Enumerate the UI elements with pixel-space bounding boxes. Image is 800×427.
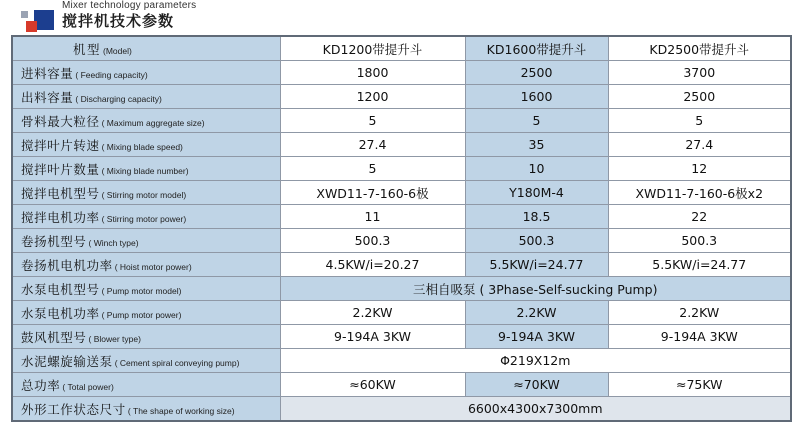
row-label bbox=[12, 301, 280, 325]
row-label-cn: 卷扬机电机功率 bbox=[21, 257, 113, 273]
value-cell-kd1600: 10 bbox=[465, 157, 608, 181]
column-header-kd1200: KD1200带提升斗 bbox=[280, 36, 465, 61]
value-cell-kd2500: 2500 bbox=[608, 85, 791, 109]
value-cell-kd2500: ≈75KW bbox=[608, 373, 791, 397]
value-cell-kd1200: 1200 bbox=[280, 85, 465, 109]
row-label bbox=[12, 349, 280, 373]
value-cell-kd1200: ≈60KW bbox=[280, 373, 465, 397]
value-cell-kd2500: 500.3 bbox=[608, 229, 791, 253]
row-label-cn: 搅拌叶片转速 bbox=[21, 137, 100, 153]
column-header-kd2500: KD2500带提升斗 bbox=[608, 36, 791, 61]
decor-square-blue bbox=[34, 10, 54, 30]
value-cell-kd1600: 2.2KW bbox=[465, 301, 608, 325]
column-header-kd1600: KD1600带提升斗 bbox=[465, 36, 608, 61]
row-label-en: ( Blower type) bbox=[88, 333, 141, 344]
merged-value-cell: 三相自吸泵 ( 3Phase-Self-sucking Pump) bbox=[280, 277, 791, 301]
row-label-cn: 出料容量 bbox=[21, 89, 74, 105]
table-row bbox=[12, 325, 791, 349]
row-label bbox=[12, 157, 280, 181]
page-header bbox=[0, 0, 800, 34]
value-cell-kd1600: 2500 bbox=[465, 61, 608, 85]
table-row bbox=[12, 157, 791, 181]
row-label-en: ( Stirring motor model) bbox=[101, 189, 187, 200]
row-label bbox=[12, 253, 280, 277]
value-cell-kd1600: 500.3 bbox=[465, 229, 608, 253]
value-cell-kd2500: 3700 bbox=[608, 61, 791, 85]
value-cell-kd2500: 9-194A 3KW bbox=[608, 325, 791, 349]
table-row bbox=[12, 205, 791, 229]
row-label-en: ( Total power) bbox=[62, 381, 114, 392]
row-label-en: ( Mixing blade number) bbox=[101, 165, 189, 176]
row-label-en: ( Discharging capacity) bbox=[75, 93, 162, 104]
row-label-cn: 骨料最大粒径 bbox=[21, 113, 100, 129]
value-cell-kd1200: 9-194A 3KW bbox=[280, 325, 465, 349]
row-label-cn: 总功率 bbox=[21, 377, 61, 393]
table-row bbox=[12, 85, 791, 109]
value-cell-kd2500: 27.4 bbox=[608, 133, 791, 157]
row-label-cn: 进料容量 bbox=[21, 65, 74, 81]
value-cell-kd1200: 11 bbox=[280, 205, 465, 229]
spec-table bbox=[11, 35, 792, 422]
row-label-cn: 外形工作状态尺寸 bbox=[21, 401, 126, 417]
merged-value-cell: Φ219X12m bbox=[280, 349, 791, 373]
table-row bbox=[12, 229, 791, 253]
row-label-en: ( Mixing blade speed) bbox=[101, 141, 183, 152]
row-label-cn: 搅拌叶片数量 bbox=[21, 161, 100, 177]
value-cell-kd2500: XWD11-7-160-6极x2 bbox=[608, 181, 791, 205]
value-cell-kd1600: Y180M-4 bbox=[465, 181, 608, 205]
table-row bbox=[12, 253, 791, 277]
value-cell-kd2500: 5.5KW/i=24.77 bbox=[608, 253, 791, 277]
row-label-cn: 卷扬机型号 bbox=[21, 233, 87, 249]
row-label bbox=[12, 181, 280, 205]
value-cell-kd1600: 5 bbox=[465, 109, 608, 133]
table-row bbox=[12, 61, 791, 85]
value-cell-kd1200: 500.3 bbox=[280, 229, 465, 253]
value-cell-kd1200: 1800 bbox=[280, 61, 465, 85]
value-cell-kd2500: 2.2KW bbox=[608, 301, 791, 325]
value-cell-kd1200: 2.2KW bbox=[280, 301, 465, 325]
table-row bbox=[12, 373, 791, 397]
table-row bbox=[12, 109, 791, 133]
row-label bbox=[12, 325, 280, 349]
row-label-en: ( Feeding capacity) bbox=[75, 69, 148, 80]
header-label-en: (Model) bbox=[103, 45, 132, 56]
row-label-en: ( Cement spiral conveying pump) bbox=[114, 357, 240, 368]
value-cell-kd2500: 22 bbox=[608, 205, 791, 229]
value-cell-kd1600: 5.5KW/i=24.77 bbox=[465, 253, 608, 277]
row-label-cn: 水泵电机型号 bbox=[21, 281, 100, 297]
row-label-cn: 水泥螺旋输送泵 bbox=[21, 353, 113, 369]
value-cell-kd1600: 1600 bbox=[465, 85, 608, 109]
value-cell-kd2500: 12 bbox=[608, 157, 791, 181]
row-label-cn: 搅拌电机功率 bbox=[21, 209, 100, 225]
title-chinese: 搅拌机技术参数 bbox=[62, 12, 175, 30]
row-label-cn: 鼓风机型号 bbox=[21, 329, 87, 345]
header-label-cn: 机型 bbox=[73, 41, 102, 57]
value-cell-kd1200: XWD11-7-160-6极 bbox=[280, 181, 465, 205]
row-label bbox=[12, 277, 280, 301]
table-row bbox=[12, 349, 791, 373]
decor-square-gray bbox=[21, 11, 28, 18]
table-row bbox=[12, 181, 791, 205]
title-english: Mixer technology parameters bbox=[62, 0, 197, 11]
value-cell-kd1600: 9-194A 3KW bbox=[465, 325, 608, 349]
row-label bbox=[12, 133, 280, 157]
table-row bbox=[12, 133, 791, 157]
value-cell-kd1600: 18.5 bbox=[465, 205, 608, 229]
row-label-en: ( Maximum aggregate size) bbox=[101, 117, 205, 128]
row-label bbox=[12, 85, 280, 109]
row-label-en: ( Pump motor model) bbox=[101, 285, 182, 296]
value-cell-kd1600: 35 bbox=[465, 133, 608, 157]
row-label-en: ( Pump motor power) bbox=[101, 309, 182, 320]
row-label-cn: 水泵电机功率 bbox=[21, 305, 100, 321]
row-label-en: ( The shape of working size) bbox=[127, 405, 235, 416]
row-label-en: ( Stirring motor power) bbox=[101, 213, 187, 224]
value-cell-kd1200: 4.5KW/i=20.27 bbox=[280, 253, 465, 277]
table-row bbox=[12, 397, 791, 422]
value-cell-kd1200: 5 bbox=[280, 157, 465, 181]
row-label bbox=[12, 373, 280, 397]
table-row bbox=[12, 301, 791, 325]
value-cell-kd1600: ≈70KW bbox=[465, 373, 608, 397]
row-label bbox=[12, 229, 280, 253]
row-label bbox=[12, 109, 280, 133]
table-row bbox=[12, 277, 791, 301]
row-label-en: ( Hoist motor power) bbox=[114, 261, 192, 272]
merged-value-cell: 6600x4300x7300mm bbox=[280, 397, 791, 422]
row-label-cn: 搅拌电机型号 bbox=[21, 185, 100, 201]
header-label-cell bbox=[12, 36, 280, 61]
decor-square-red bbox=[26, 21, 37, 32]
row-label bbox=[12, 205, 280, 229]
row-label bbox=[12, 61, 280, 85]
table-header-row bbox=[12, 36, 791, 61]
value-cell-kd2500: 5 bbox=[608, 109, 791, 133]
value-cell-kd1200: 27.4 bbox=[280, 133, 465, 157]
row-label-en: ( Winch type) bbox=[88, 237, 139, 248]
value-cell-kd1200: 5 bbox=[280, 109, 465, 133]
row-label bbox=[12, 397, 280, 422]
